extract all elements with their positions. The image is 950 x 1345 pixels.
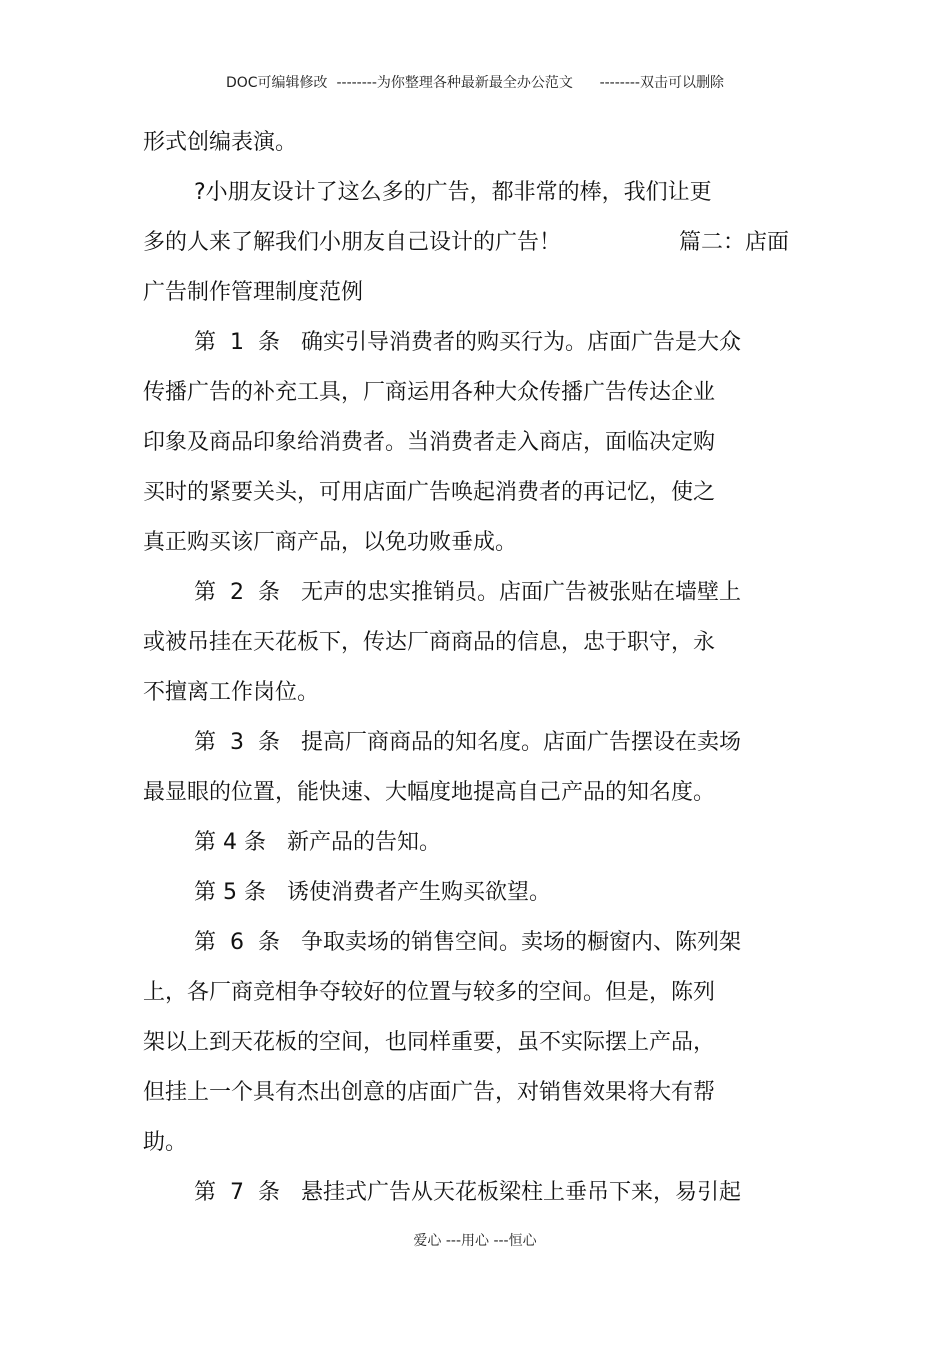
page-header: DOC可编辑修改 --------为你整理各种最新最全办公范文 --------双击可以删除 — [225, 75, 724, 91]
text-line: ?小朋友设计了这么多的广告，都非常的棒，我们让更 — [194, 180, 712, 205]
section-heading: 广告制作管理制度范例 — [143, 280, 364, 305]
text-line: 多的人来了解我们小朋友自己设计的广告！ — [143, 230, 562, 255]
text-line: 形式创编表演。 — [143, 130, 298, 155]
text-line: 助。 — [143, 1130, 188, 1155]
text-line: 真正购买该厂商产品，以免功败垂成。 — [143, 530, 518, 555]
text-line: 但挂上一个具有杰出创意的店面广告，对销售效果将大有帮 — [143, 1080, 716, 1105]
text-line: 最显眼的位置，能快速、大幅度地提高自己产品的知名度。 — [143, 780, 716, 805]
text-line: 或被吊挂在天花板下，传达厂商商品的信息，忠于职守，永 — [143, 630, 716, 655]
page-footer: 爱心 ---用心 ---恒心 — [413, 1233, 537, 1249]
text-line: 印象及商品印象给消费者。当消费者走入商店，面临决定购 — [143, 430, 716, 455]
article-4: 第 4 条 新产品的告知。 — [194, 830, 441, 855]
text-line: 架以上到天花板的空间，也同样重要，虽不实际摆上产品， — [143, 1030, 716, 1055]
article-3: 第 3 条 提高厂商商品的知名度。店面广告摆设在卖场 — [194, 730, 741, 755]
text-line: 上，各厂商竞相争夺较好的位置与较多的空间。但是，陈列 — [143, 980, 716, 1005]
text-line: 传播广告的补充工具，厂商运用各种大众传播广告传达企业 — [143, 380, 716, 405]
article-6: 第 6 条 争取卖场的销售空间。卖场的橱窗内、陈列架 — [194, 930, 741, 955]
article-7: 第 7 条 悬挂式广告从天花板梁柱上垂吊下来，易引起 — [194, 1180, 741, 1205]
text-line: 不擅离工作岗位。 — [143, 680, 320, 705]
section-heading: 篇二：店面 — [679, 230, 790, 255]
article-5: 第 5 条 诱使消费者产生购买欲望。 — [194, 880, 551, 905]
article-1: 第 1 条 确实引导消费者的购买行为。店面广告是大众 — [194, 330, 741, 355]
text-line: 买时的紧要关头，可用店面广告唤起消费者的再记忆，使之 — [143, 480, 716, 505]
article-2: 第 2 条 无声的忠实推销员。店面广告被张贴在墙壁上 — [194, 580, 741, 605]
